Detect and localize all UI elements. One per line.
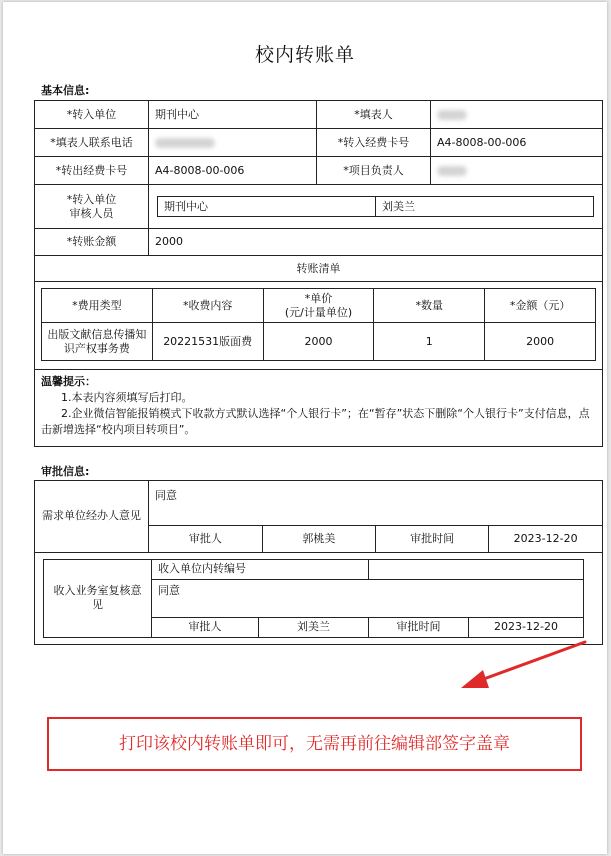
header-content: *收费内容 xyxy=(152,289,263,323)
phone-value xyxy=(149,129,317,157)
approval2-time-label: 审批时间 xyxy=(369,617,469,637)
basic-info-table xyxy=(34,100,603,447)
approval1-time: 2023-12-20 xyxy=(489,526,602,552)
redacted-mark xyxy=(437,166,467,176)
approval2-approver-label: 审批人 xyxy=(152,617,259,637)
reviewer-name: 刘美兰 xyxy=(376,197,594,217)
tips-line-1: 1.本表内容须填写后打印。 xyxy=(61,391,193,404)
to-card-value: A4-8008-00-006 xyxy=(431,129,603,157)
red-arrow-icon xyxy=(453,636,593,696)
document-page xyxy=(3,2,607,854)
header-unit-price: *单价 (元/计量单位) xyxy=(263,289,374,323)
leader-label: *项目负责人 xyxy=(317,157,431,185)
from-card-label: *转出经费卡号 xyxy=(35,157,149,185)
cell-amount: 2000 xyxy=(485,323,596,361)
to-unit-value: 期刊中心 xyxy=(149,101,317,129)
approval1-opinion: 同意 xyxy=(155,489,177,502)
transfer-list-title: 转账清单 xyxy=(35,256,603,282)
header-fee-type: *费用类型 xyxy=(42,289,153,323)
amount-value: 2000 xyxy=(149,229,603,256)
approval2-opinion: 同意 xyxy=(152,579,584,617)
tips-line-2: 2.企业微信智能报销模式下收款方式默认选择“个人银行卡”；在“暂存”状态下删除“个人银行卡”支付信息，点击新增选择“校内项目转项目”。 xyxy=(41,407,590,436)
from-card-value: A4-8008-00-006 xyxy=(149,157,317,185)
reviewer-label-line2: 审核人员 xyxy=(69,206,114,220)
cell-content: 20221531版面费 xyxy=(152,323,263,361)
approval1-content xyxy=(149,481,603,553)
to-card-label: *转入经费卡号 xyxy=(317,129,431,157)
cell-fee-type: 出版文献信息传播知识产权事务费 xyxy=(42,323,153,361)
amount-label: *转账金额 xyxy=(35,229,149,256)
approval-table xyxy=(34,480,603,645)
approval2-table xyxy=(43,559,584,638)
table-row xyxy=(42,323,596,361)
approval2-transfer-no-label: 收入单位内转编号 xyxy=(152,559,369,579)
tips-title: 温馨提示： xyxy=(41,375,96,388)
approval2-label: 收入业务室复核意见 xyxy=(44,559,152,637)
approval2-time: 2023-12-20 xyxy=(469,617,584,637)
header-amount: *金额（元） xyxy=(485,289,596,323)
approval1-approver-label: 审批人 xyxy=(149,526,262,552)
approval2-approver: 刘美兰 xyxy=(259,617,369,637)
approval1-signature-table xyxy=(149,525,602,552)
reviewer-label xyxy=(35,185,149,229)
header-quantity: *数量 xyxy=(374,289,485,323)
basic-info-heading: 基本信息: xyxy=(41,84,90,97)
approval1-time-label: 审批时间 xyxy=(376,526,489,552)
approval-info-heading: 审批信息: xyxy=(41,465,90,478)
reviewer-label-line1: *转入单位 xyxy=(66,192,117,206)
annotation-callout: 打印该校内转账单即可，无需再前往编辑部签字盖章 xyxy=(47,717,582,771)
cell-quantity: 1 xyxy=(374,323,485,361)
tips-cell xyxy=(35,370,603,447)
approval2-transfer-no-value xyxy=(369,559,584,579)
page-title: 校内转账单 xyxy=(254,44,355,66)
approval1-label: 需求单位经办人意见 xyxy=(35,481,149,553)
cell-unit-price: 2000 xyxy=(263,323,374,361)
approval2-cell xyxy=(35,552,603,644)
transfer-list-cell xyxy=(35,282,603,370)
phone-label: *填表人联系电话 xyxy=(35,129,149,157)
to-unit-label: *转入单位 xyxy=(35,101,149,129)
reviewer-inner-table xyxy=(157,196,594,217)
filler-value xyxy=(431,101,603,129)
reviewer-value-cell xyxy=(149,185,603,229)
transfer-list-table xyxy=(41,288,596,361)
leader-value xyxy=(431,157,603,185)
redacted-mark xyxy=(155,138,215,148)
filler-label: *填表人 xyxy=(317,101,431,129)
redacted-mark xyxy=(437,110,467,120)
approval1-approver: 郭桃美 xyxy=(262,526,375,552)
reviewer-unit: 期刊中心 xyxy=(158,197,376,217)
